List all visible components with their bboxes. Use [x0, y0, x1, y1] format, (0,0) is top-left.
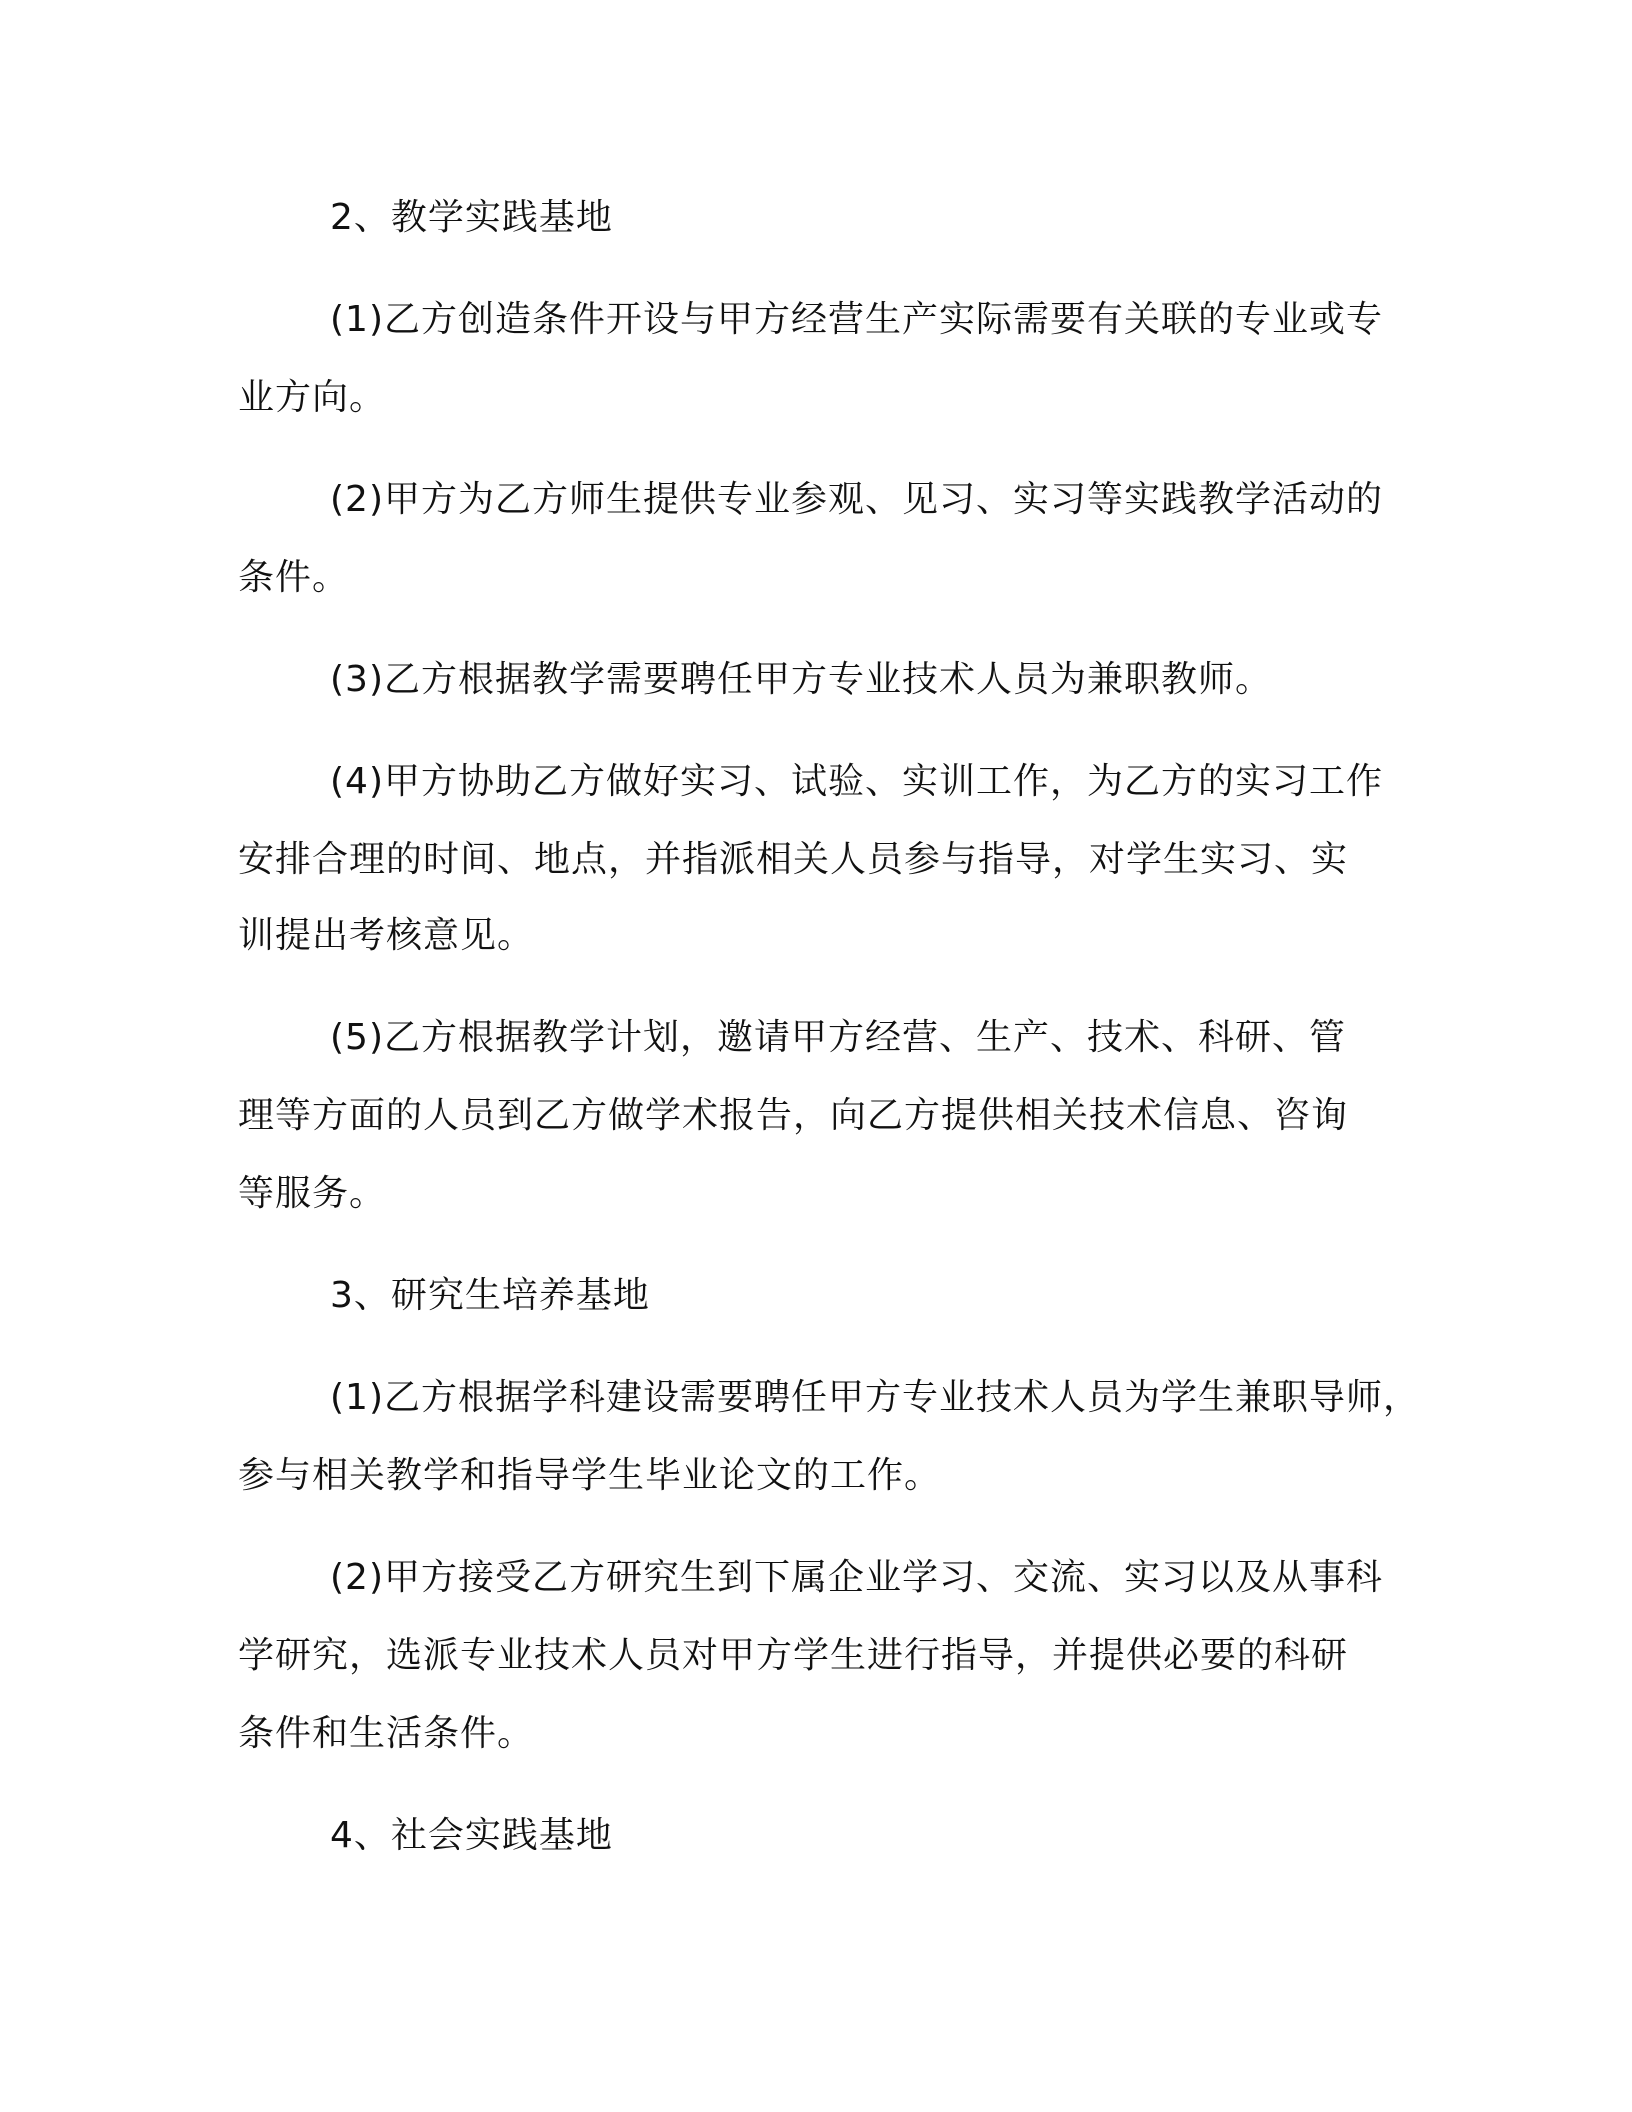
paragraph-line: (2)甲方接受乙方研究生到下属企业学习、交流、实习以及从事科: [330, 1557, 1383, 1598]
paragraph-line: 学研究，选派专业技术人员对甲方学生进行指导，并提供必要的科研: [238, 1635, 1349, 1676]
paragraph-line: 参与相关教学和指导学生毕业论文的工作。: [238, 1455, 942, 1496]
paragraph-line: 条件。: [238, 557, 350, 598]
paragraph-line: 训提出考核意见。: [238, 915, 535, 956]
paragraph-line: 等服务。: [238, 1173, 387, 1214]
paragraph-line: 业方向。: [238, 377, 387, 418]
section-heading-2: 2、教学实践基地: [330, 197, 613, 238]
paragraph-line: (1)乙方创造条件开设与甲方经营生产实际需要有关联的专业或专: [330, 299, 1383, 340]
section-heading-4: 4、社会实践基地: [330, 1815, 613, 1856]
paragraph-line: (2)甲方为乙方师生提供专业参观、见习、实习等实践教学活动的: [330, 479, 1383, 520]
paragraph-line: (1)乙方根据学科建设需要聘任甲方专业技术人员为学生兼职导师，: [330, 1377, 1420, 1418]
paragraph-line: 安排合理的时间、地点，并指派相关人员参与指导，对学生实习、实: [238, 839, 1349, 880]
paragraph-line: (4)甲方协助乙方做好实习、试验、实训工作，为乙方的实习工作: [330, 761, 1383, 802]
paragraph-line: (5)乙方根据教学计划，邀请甲方经营、生产、技术、科研、管: [330, 1017, 1346, 1058]
paragraph-line: (3)乙方根据教学需要聘任甲方专业技术人员为兼职教师。: [330, 659, 1272, 700]
paragraph-line: 理等方面的人员到乙方做学术报告，向乙方提供相关技术信息、咨询: [238, 1095, 1349, 1136]
paragraph-line: 条件和生活条件。: [238, 1713, 535, 1754]
section-heading-3: 3、研究生培养基地: [330, 1275, 650, 1316]
